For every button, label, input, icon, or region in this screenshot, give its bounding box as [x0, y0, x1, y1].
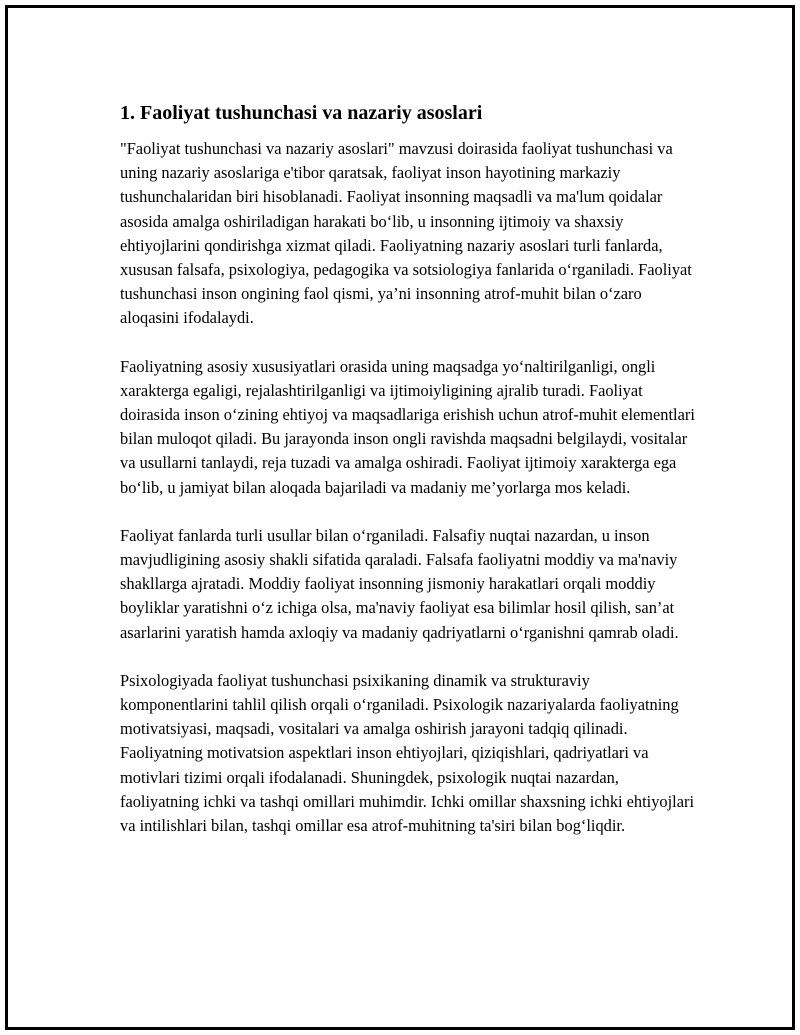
document-content [120, 100, 695, 862]
section-heading: 1. Faoliyat tushunchasi va nazariy asoslari [120, 102, 483, 124]
paragraph-1: "Faoliyat tushunchasi va nazariy asoslari" mavzusi doirasida faoliyat tushunchasi va uning nazariy asoslariga e'tibor qaratsak, faoliyat inson hayotining markaziy tushunchalaridan biri hisoblanadi. Faoliyat insonning maqsadli va ma'lum qoidalar asosida amalga oshiriladigan harakati bo‘lib, u insonning ijtimoiy va shaxsiy ehtiyojlarini qondirishga xizmat qiladi. Faoliyatning nazariy asoslari turli fanlarda, xususan falsafa, psixologiya, pedagogika va sotsiologiya fanlarida o‘rganiladi. Faoliyat tushunchasi inson ongining faol qismi, ya’ni insonning atrof-muhit bilan o‘zaro aloqasini ifodalaydi. [120, 139, 692, 328]
paragraph-3: Faoliyat fanlarda turli usullar bilan o‘rganiladi. Falsafiy nuqtai nazardan, u inson mavjudligining asosiy shakli sifatida qaraladi. Falsafa faoliyatni moddiy va ma'naviy shakllarga ajratadi. Moddiy faoliyat insonning jismoniy harakatlari orqali moddiy boyliklar yaratishni o‘z ichiga olsa, ma'naviy faoliyat esa bilimlar hosil qilish, san’at asarlarini yaratish hamda axloqiy va madaniy qadriyatlarni o‘rganishni qamrab oladi. [120, 525, 679, 642]
paragraph-2: Faoliyatning asosiy xususiyatlari orasida uning maqsadga yo‘naltirilganligi, ongli xarakterga egaligi, rejalashtirilganligi va ijtimoiyligining ajralib turadi. Faoliyat doirasida inson o‘zining ehtiyoj va maqsadlariga erishish uchun atrof-muhit elementlari bilan muloqot qiladi. Bu jarayonda inson ongli ravishda maqsadni belgilaydi, vositalar va usullarni tanlaydi, reja tuzadi va amalga oshiradi. Faoliyat ijtimoiy xarakterga ega bo‘lib, u jamiyat bilan aloqada bajariladi va madaniy me’yorlarga mos keladi. [120, 356, 695, 497]
paragraph-4: Psixologiyada faoliyat tushunchasi psixikaning dinamik va strukturaviy komponentlarini tahlil qilish orqali o‘rganiladi. Psixologik nazariyalarda faoliyatning motivatsiyasi, maqsadi, vositalari va amalga oshirish jarayoni tadqiq qilinadi. Faoliyatning motivatsion aspektlari inson ehtiyojlari, qiziqishlari, qadriyatlari va motivlari tizimi orqali ifodalanadi. Shuningdek, psixologik nuqtai nazardan, faoliyatning ichki va tashqi omillari muhimdir. Ichki omillar shaxsning ichki ehtiyojlari va intilishlari bilan, tashqi omillar esa atrof-muhitning ta'siri bilan bog‘liqdir. [120, 670, 695, 836]
page-frame [5, 5, 795, 1030]
